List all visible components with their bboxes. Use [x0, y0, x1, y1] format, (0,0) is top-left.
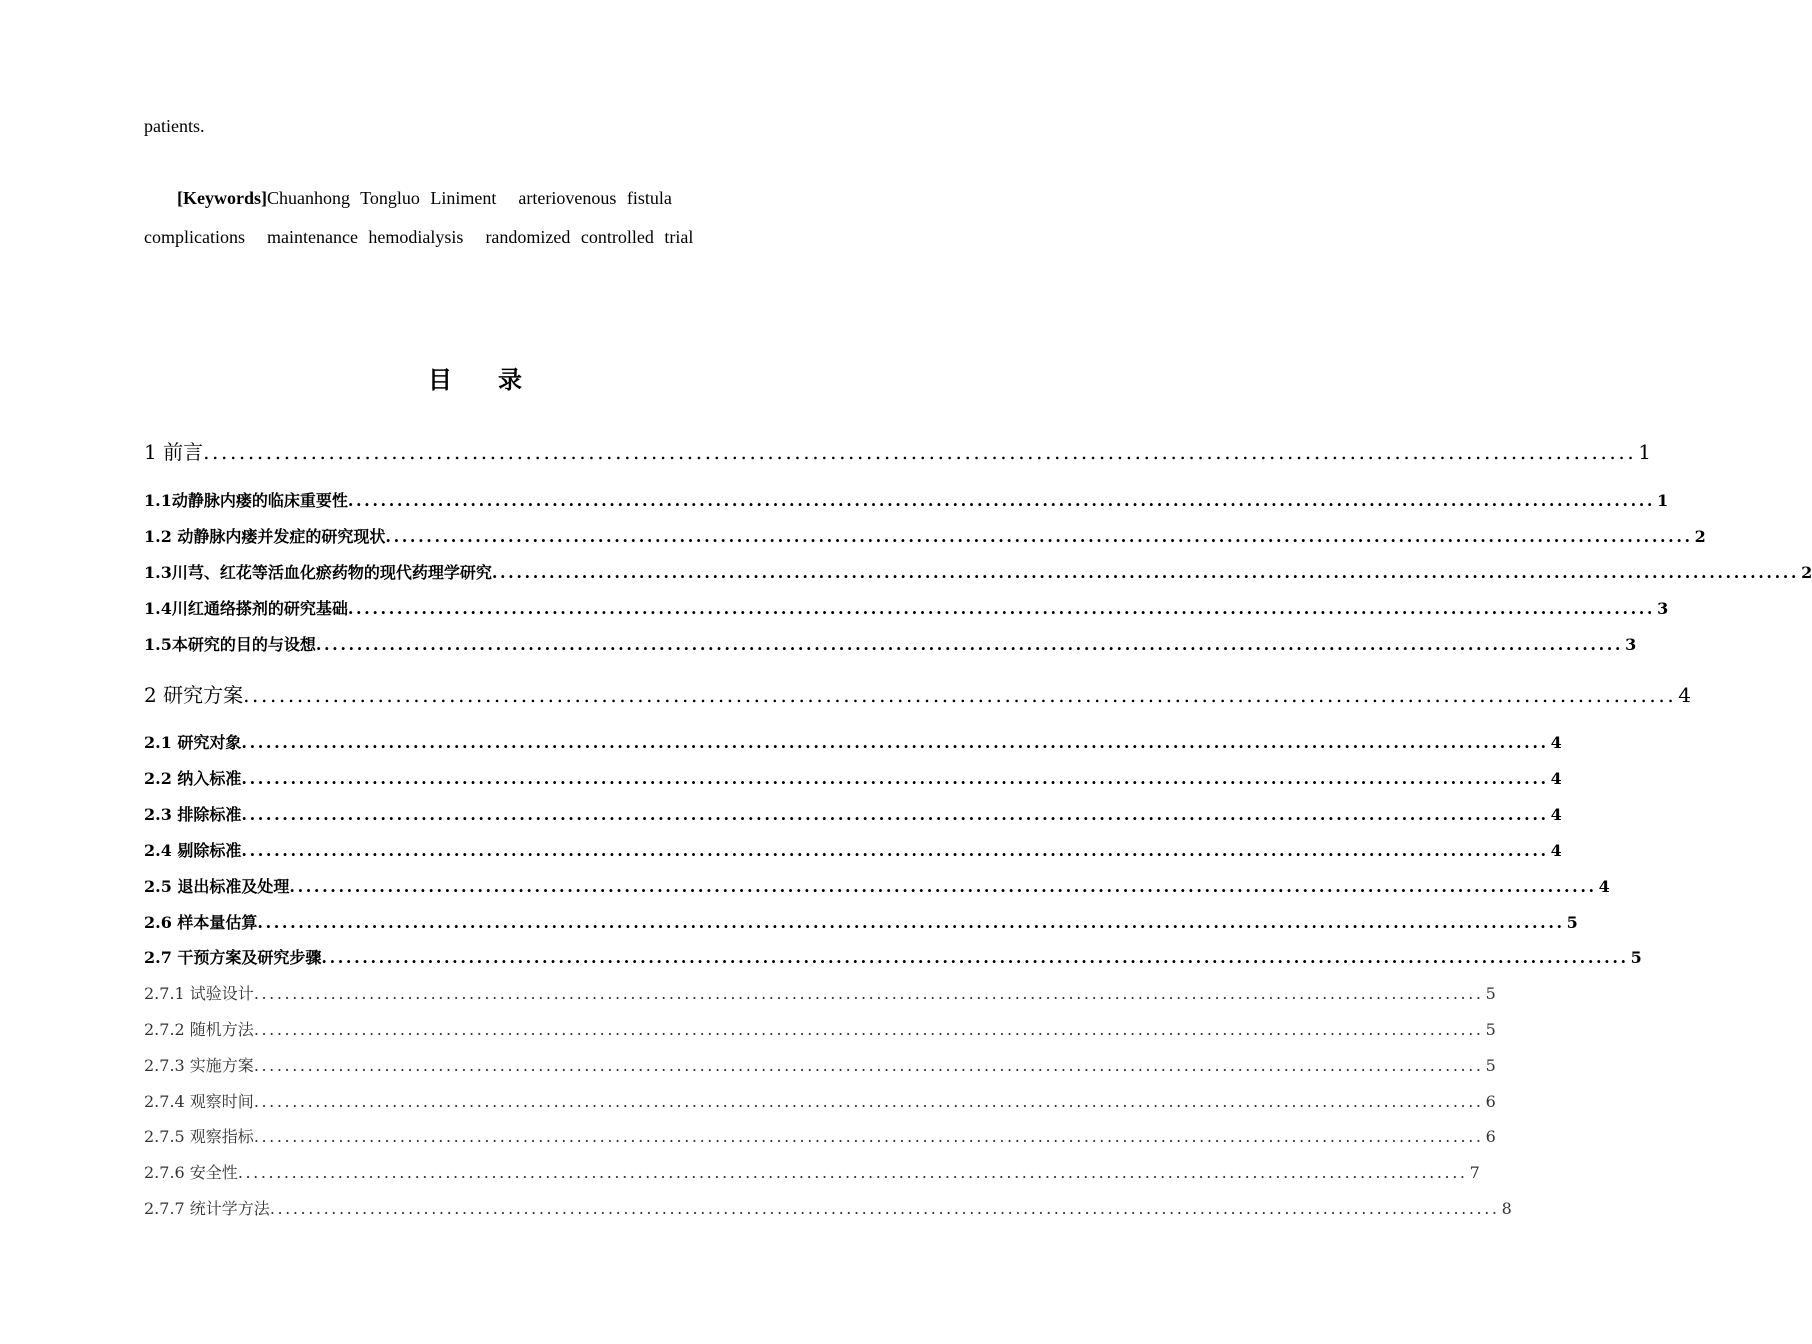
- toc-entry[interactable]: [144, 1017, 1496, 1040]
- toc-entry[interactable]: [144, 524, 1706, 547]
- toc-entry-label: 2.7.5 观察指标: [144, 1127, 254, 1146]
- toc-entry-label: 1.4川红通络搽剂的研究基础: [144, 599, 348, 618]
- keyword-term: Chuanhong Tongluo Liniment: [266, 188, 497, 208]
- toc-dot-leader: ................................................................................................................................................................: [269, 1199, 1500, 1218]
- toc-entry[interactable]: [144, 1124, 1496, 1147]
- toc-dot-leader: ................................................................................................................................................................: [491, 563, 1800, 582]
- toc-entry[interactable]: [144, 436, 1652, 465]
- toc-entry-page: 4: [1550, 733, 1562, 752]
- toc-entry-label: 1.1动静脉内瘘的临床重要性: [144, 491, 348, 510]
- toc-entry[interactable]: [144, 596, 1669, 619]
- toc-dot-leader: ................................................................................................................................................................: [253, 984, 1484, 1003]
- toc-entry-label: 2.7.2 随机方法: [144, 1020, 254, 1039]
- toc-entry-label: 2.7.7 统计学方法: [144, 1199, 270, 1218]
- toc-dot-leader: ................................................................................................................................................................: [241, 805, 1549, 824]
- toc-dot-leader: ................................................................................................................................................................: [241, 733, 1549, 752]
- toc-dot-leader: ................................................................................................................................................................: [203, 440, 1637, 464]
- toc-entry[interactable]: [144, 1160, 1480, 1183]
- toc-entry-page: 3: [1625, 635, 1637, 654]
- toc-entry-label: 1.5本研究的目的与设想: [144, 635, 316, 654]
- toc-entry-label: 2.4 剔除标准: [144, 841, 242, 860]
- toc-entry-page: 8: [1501, 1199, 1512, 1218]
- keywords-line-1: [144, 188, 714, 209]
- toc-entry[interactable]: [144, 1089, 1496, 1112]
- keyword-term: arteriovenous fistula: [518, 188, 672, 208]
- toc-entry-page: 2: [1694, 527, 1706, 546]
- toc-entry-page: 2: [1801, 563, 1812, 582]
- toc-entry[interactable]: [144, 766, 1562, 789]
- toc-entry[interactable]: [144, 1053, 1496, 1076]
- toc-dot-leader: ................................................................................................................................................................: [241, 769, 1549, 788]
- toc-entry-label: 1.2 动静脉内瘘并发症的研究现状: [144, 527, 386, 546]
- toc-entry-label: 2.1 研究对象: [144, 733, 242, 752]
- keywords-line-2: [144, 227, 714, 248]
- toc-dot-leader: ................................................................................................................................................................: [253, 1056, 1484, 1075]
- toc-dot-leader: ................................................................................................................................................................: [321, 948, 1629, 967]
- toc-dot-leader: ................................................................................................................................................................: [385, 527, 1693, 546]
- toc-title-right: 录: [498, 366, 522, 394]
- toc-entry-page: 6: [1485, 1127, 1496, 1146]
- toc-entry-page: 5: [1485, 984, 1496, 1003]
- toc-entry-label: 2.2 纳入标准: [144, 769, 242, 788]
- keyword-term: complications: [144, 227, 245, 247]
- toc-entry-page: 4: [1598, 877, 1610, 896]
- keyword-term: randomized controlled trial: [485, 227, 694, 247]
- toc-entry-label: 2.7.1 试验设计: [144, 984, 254, 1003]
- toc-dot-leader: ................................................................................................................................................................: [241, 841, 1549, 860]
- toc-dot-leader: ................................................................................................................................................................: [253, 1020, 1484, 1039]
- toc-entry[interactable]: [144, 945, 1642, 968]
- toc-entry-label: 2.5 退出标准及处理: [144, 877, 290, 896]
- toc-entry-label: 2 研究方案: [144, 683, 244, 707]
- keywords-label: [Keywords]: [177, 188, 267, 208]
- toc-entry[interactable]: [144, 802, 1562, 825]
- toc-dot-leader: ................................................................................................................................................................: [315, 635, 1624, 654]
- toc-title-left: 目: [428, 366, 452, 394]
- toc-dot-leader: ................................................................................................................................................................: [347, 599, 1656, 618]
- toc-entry[interactable]: [144, 730, 1562, 753]
- toc-entry-label: 2.6 样本量估算: [144, 913, 258, 932]
- toc-entry-page: 3: [1657, 599, 1669, 618]
- toc-entry[interactable]: [144, 1196, 1512, 1219]
- toc-entry-label: 2.7.4 观察时间: [144, 1092, 254, 1111]
- toc-entry-label: 2.3 排除标准: [144, 805, 242, 824]
- toc-entry-page: 5: [1630, 948, 1642, 967]
- toc-entry-page: 4: [1550, 841, 1562, 860]
- toc-entry-label: 2.7.3 实施方案: [144, 1056, 254, 1075]
- toc-dot-leader: ................................................................................................................................................................: [257, 913, 1565, 932]
- toc-entry-page: 4: [1550, 805, 1562, 824]
- toc-entry[interactable]: [144, 632, 1637, 655]
- toc-entry-label: 1 前言: [144, 440, 204, 464]
- toc-entry-page: 5: [1566, 913, 1578, 932]
- toc-entry[interactable]: [144, 874, 1610, 897]
- toc-entry-label: 2.7.6 安全性: [144, 1163, 238, 1182]
- toc-entry-page: 1: [1638, 440, 1652, 464]
- toc-entry[interactable]: [144, 560, 1812, 583]
- toc-dot-leader: ................................................................................................................................................................: [253, 1092, 1484, 1111]
- toc-dot-leader: ................................................................................................................................................................: [347, 491, 1656, 510]
- toc-entry[interactable]: [144, 981, 1496, 1004]
- toc-dot-leader: ................................................................................................................................................................: [243, 683, 1677, 707]
- toc-dot-leader: ................................................................................................................................................................: [289, 877, 1597, 896]
- toc-entry-page: 5: [1485, 1056, 1496, 1075]
- toc-entry-page: 5: [1485, 1020, 1496, 1039]
- keyword-term: maintenance hemodialysis: [266, 227, 464, 247]
- toc-entry-label: 2.7 干预方案及研究步骤: [144, 948, 322, 967]
- toc-entry-label: 1.3川芎、红花等活血化瘀药物的现代药理学研究: [144, 563, 492, 582]
- abstract-tail-text: patients.: [144, 116, 205, 136]
- toc-entry[interactable]: [144, 679, 1692, 708]
- toc-title: [0, 360, 950, 395]
- toc-dot-leader: ................................................................................................................................................................: [237, 1163, 1468, 1182]
- toc-dot-leader: ................................................................................................................................................................: [253, 1127, 1484, 1146]
- toc-entry-page: 6: [1485, 1092, 1496, 1111]
- toc-entry[interactable]: [144, 838, 1562, 861]
- toc-entry-page: 1: [1657, 491, 1669, 510]
- toc-entry-page: 7: [1469, 1163, 1480, 1182]
- toc-entry-page: 4: [1678, 683, 1692, 707]
- toc-entry[interactable]: [144, 488, 1669, 511]
- toc-entry-page: 4: [1550, 769, 1562, 788]
- toc-entry[interactable]: [144, 910, 1578, 933]
